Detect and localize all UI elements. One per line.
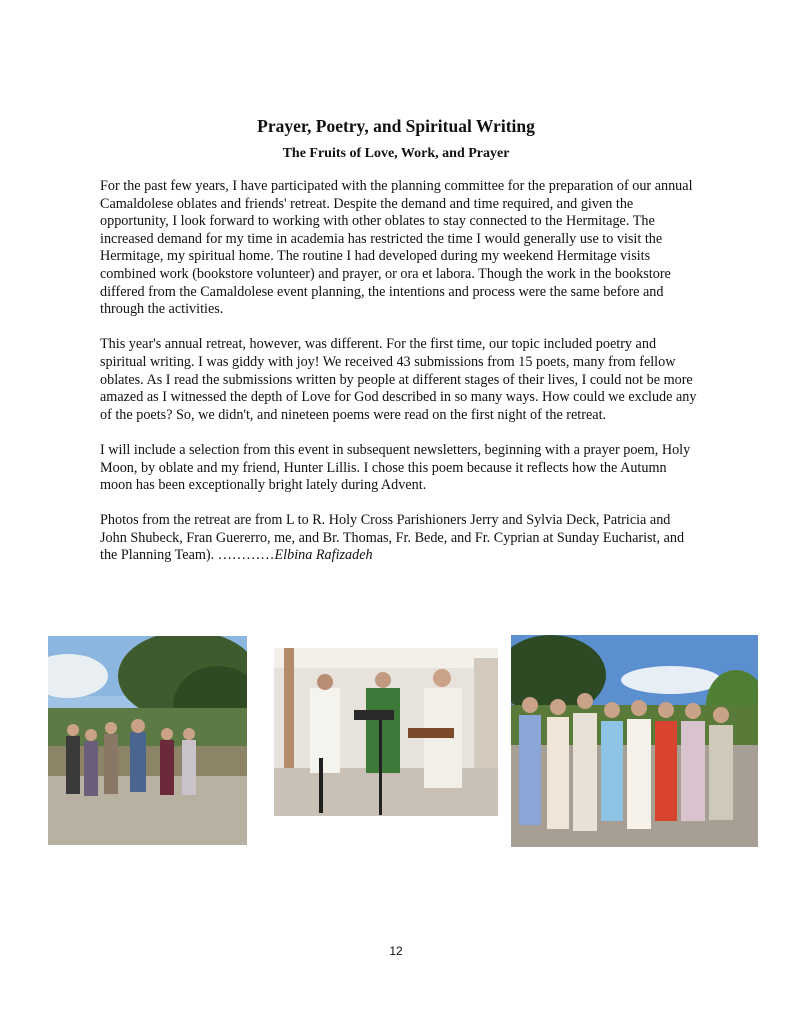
article-body [100, 178, 700, 583]
paragraph-1: For the past few years, I have participated with the planning committee for the preparation of our annual Camaldolese oblates and friends' retreat. Despite the demand and time required, and given the opportunity, I look forward to working with other oblates to stay connected to the Hermitage. The increased demand for my time in academia has restricted the time I would generally use to visit the Hermitage, my spiritual home. The routine I had developed during my weekend Hermitage visits combined work (bookstore volunteer) and prayer, or ora et labora. Though the work in the bookstore differed from the Camaldolese event planning, the intentions and process were the same before and through the activities. [100, 178, 693, 318]
photo-caption [100, 512, 700, 565]
photo-group-outdoors [48, 636, 247, 845]
paragraph-2: This year's annual retreat, however, was different. For the first time, our topic included poetry and spiritual writing. I was giddy with joy! We received 43 submissions from 15 poets, many from fellow oblates. As I read the submissions written by people at different stages of their lives, I could not be more amazed as I witnessed the depth of Love for God described in so many ways. How could we exclude any of the poets? So, we didn't, and nineteen poems were read on the first night of the retreat. [100, 336, 697, 423]
author-signature: Elbina Rafizadeh [274, 547, 373, 564]
article-title: Prayer, Poetry, and Spiritual Writing [257, 116, 535, 136]
page-number: 12 [389, 944, 403, 958]
photo-planning-team [511, 635, 758, 847]
article-subtitle: The Fruits of Love, Work, and Prayer [282, 146, 510, 161]
caption-text: Photos from the retreat are from L to R. Holy Cross Parishioners Jerry and Sylvia Deck, Patricia and John Shubeck, Fran Guererro, me, and Br. Thomas, Fr. Bede, and Fr. Cyprian at Sunday Eucharist, and the Planning Team). ………… [100, 512, 685, 564]
paragraph-3: I will include a selection from this event in subsequent newsletters, beginning with a prayer poem, Holy Moon, by oblate and my friend, Hunter Lillis. I chose this poem because it reflects how the Autumn moon has been exceptionally bright lately during Advent. [100, 441, 691, 494]
photo-sunday-eucharist [274, 648, 498, 816]
